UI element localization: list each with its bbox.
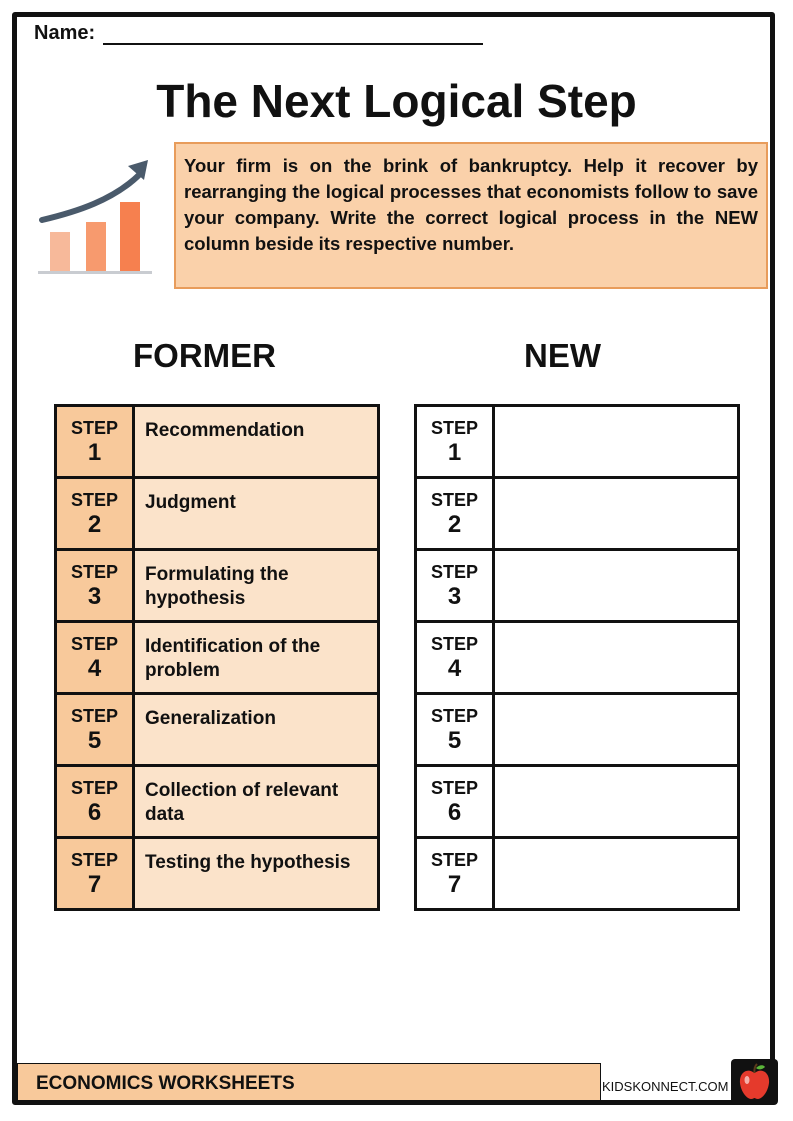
new-step-answer-cell[interactable] — [494, 550, 739, 622]
former-step-row — [56, 838, 379, 910]
new-step-row — [416, 766, 739, 838]
step-number: 5 — [447, 727, 462, 754]
apple-icon — [731, 1059, 778, 1105]
instructions-box: Your firm is on the brink of bankruptcy. Help it recover by rearranging the logical processes that economists follow to save your company. Write the correct logical process in the NEW column beside its respective number. — [174, 142, 768, 289]
former-step-text: Generalization — [134, 694, 379, 766]
step-word: STEP — [70, 562, 118, 582]
name-row — [34, 22, 483, 45]
step-number: 7 — [447, 871, 462, 898]
new-step-row — [416, 694, 739, 766]
new-step-label-cell — [416, 694, 494, 766]
page-title: The Next Logical Step — [156, 75, 637, 127]
step-word: STEP — [430, 562, 478, 582]
step-number: 5 — [87, 727, 102, 754]
former-step-text: Testing the hypothesis — [134, 838, 379, 910]
former-step-row — [56, 694, 379, 766]
former-step-row — [56, 406, 379, 478]
name-input-line[interactable] — [103, 23, 483, 45]
step-number: 3 — [87, 583, 102, 610]
new-step-row — [416, 622, 739, 694]
step-number: 2 — [447, 511, 462, 538]
step-number: 7 — [87, 871, 102, 898]
step-number: 3 — [447, 583, 462, 610]
apple-logo — [731, 1059, 778, 1105]
step-word: STEP — [430, 706, 478, 726]
step-word: STEP — [430, 634, 478, 654]
step-number: 6 — [447, 799, 462, 826]
step-number: 2 — [87, 511, 102, 538]
new-step-answer-cell[interactable] — [494, 694, 739, 766]
former-step-text: Identification of the problem — [134, 622, 379, 694]
new-step-row — [416, 550, 739, 622]
former-step-label-cell — [56, 622, 134, 694]
step-word: STEP — [70, 490, 118, 510]
step-number: 1 — [447, 439, 462, 466]
new-step-label-cell — [416, 766, 494, 838]
former-step-label-cell — [56, 694, 134, 766]
former-step-text: Judgment — [134, 478, 379, 550]
new-step-row — [416, 838, 739, 910]
new-step-answer-cell[interactable] — [494, 406, 739, 478]
step-number: 1 — [87, 439, 102, 466]
former-step-text: Recommendation — [134, 406, 379, 478]
step-word: STEP — [430, 490, 478, 510]
step-word: STEP — [430, 778, 478, 798]
growth-chart-icon — [36, 156, 156, 280]
step-word: STEP — [430, 418, 478, 438]
former-step-row — [56, 550, 379, 622]
name-label: Name: — [34, 22, 96, 44]
step-word: STEP — [70, 706, 118, 726]
footer-site[interactable]: KIDSKONNECT.COM — [602, 1079, 729, 1094]
new-step-answer-cell[interactable] — [494, 478, 739, 550]
step-word: STEP — [70, 778, 118, 798]
former-heading: FORMER — [133, 337, 276, 374]
former-step-label-cell — [56, 550, 134, 622]
former-step-label-cell — [56, 478, 134, 550]
new-step-row — [416, 406, 739, 478]
new-step-label-cell — [416, 550, 494, 622]
former-step-row — [56, 478, 379, 550]
former-step-text: Collection of relevant data — [134, 766, 379, 838]
new-step-row — [416, 478, 739, 550]
new-step-answer-cell[interactable] — [494, 622, 739, 694]
former-step-label-cell — [56, 838, 134, 910]
new-heading: NEW — [524, 337, 601, 374]
step-word: STEP — [430, 850, 478, 870]
footer-label: ECONOMICS WORKSHEETS — [17, 1063, 601, 1101]
step-word: STEP — [70, 634, 118, 654]
new-step-label-cell — [416, 406, 494, 478]
new-step-answer-cell[interactable] — [494, 838, 739, 910]
former-step-text: Formulating the hypothesis — [134, 550, 379, 622]
new-step-label-cell — [416, 838, 494, 910]
step-word: STEP — [70, 850, 118, 870]
former-step-row — [56, 622, 379, 694]
step-number: 6 — [87, 799, 102, 826]
former-steps-table — [54, 404, 380, 911]
step-number: 4 — [447, 655, 462, 682]
step-number: 4 — [87, 655, 102, 682]
new-step-label-cell — [416, 622, 494, 694]
new-step-label-cell — [416, 478, 494, 550]
step-word: STEP — [70, 418, 118, 438]
former-step-label-cell — [56, 766, 134, 838]
former-step-label-cell — [56, 406, 134, 478]
former-step-row — [56, 766, 379, 838]
new-steps-table — [414, 404, 740, 911]
new-step-answer-cell[interactable] — [494, 766, 739, 838]
